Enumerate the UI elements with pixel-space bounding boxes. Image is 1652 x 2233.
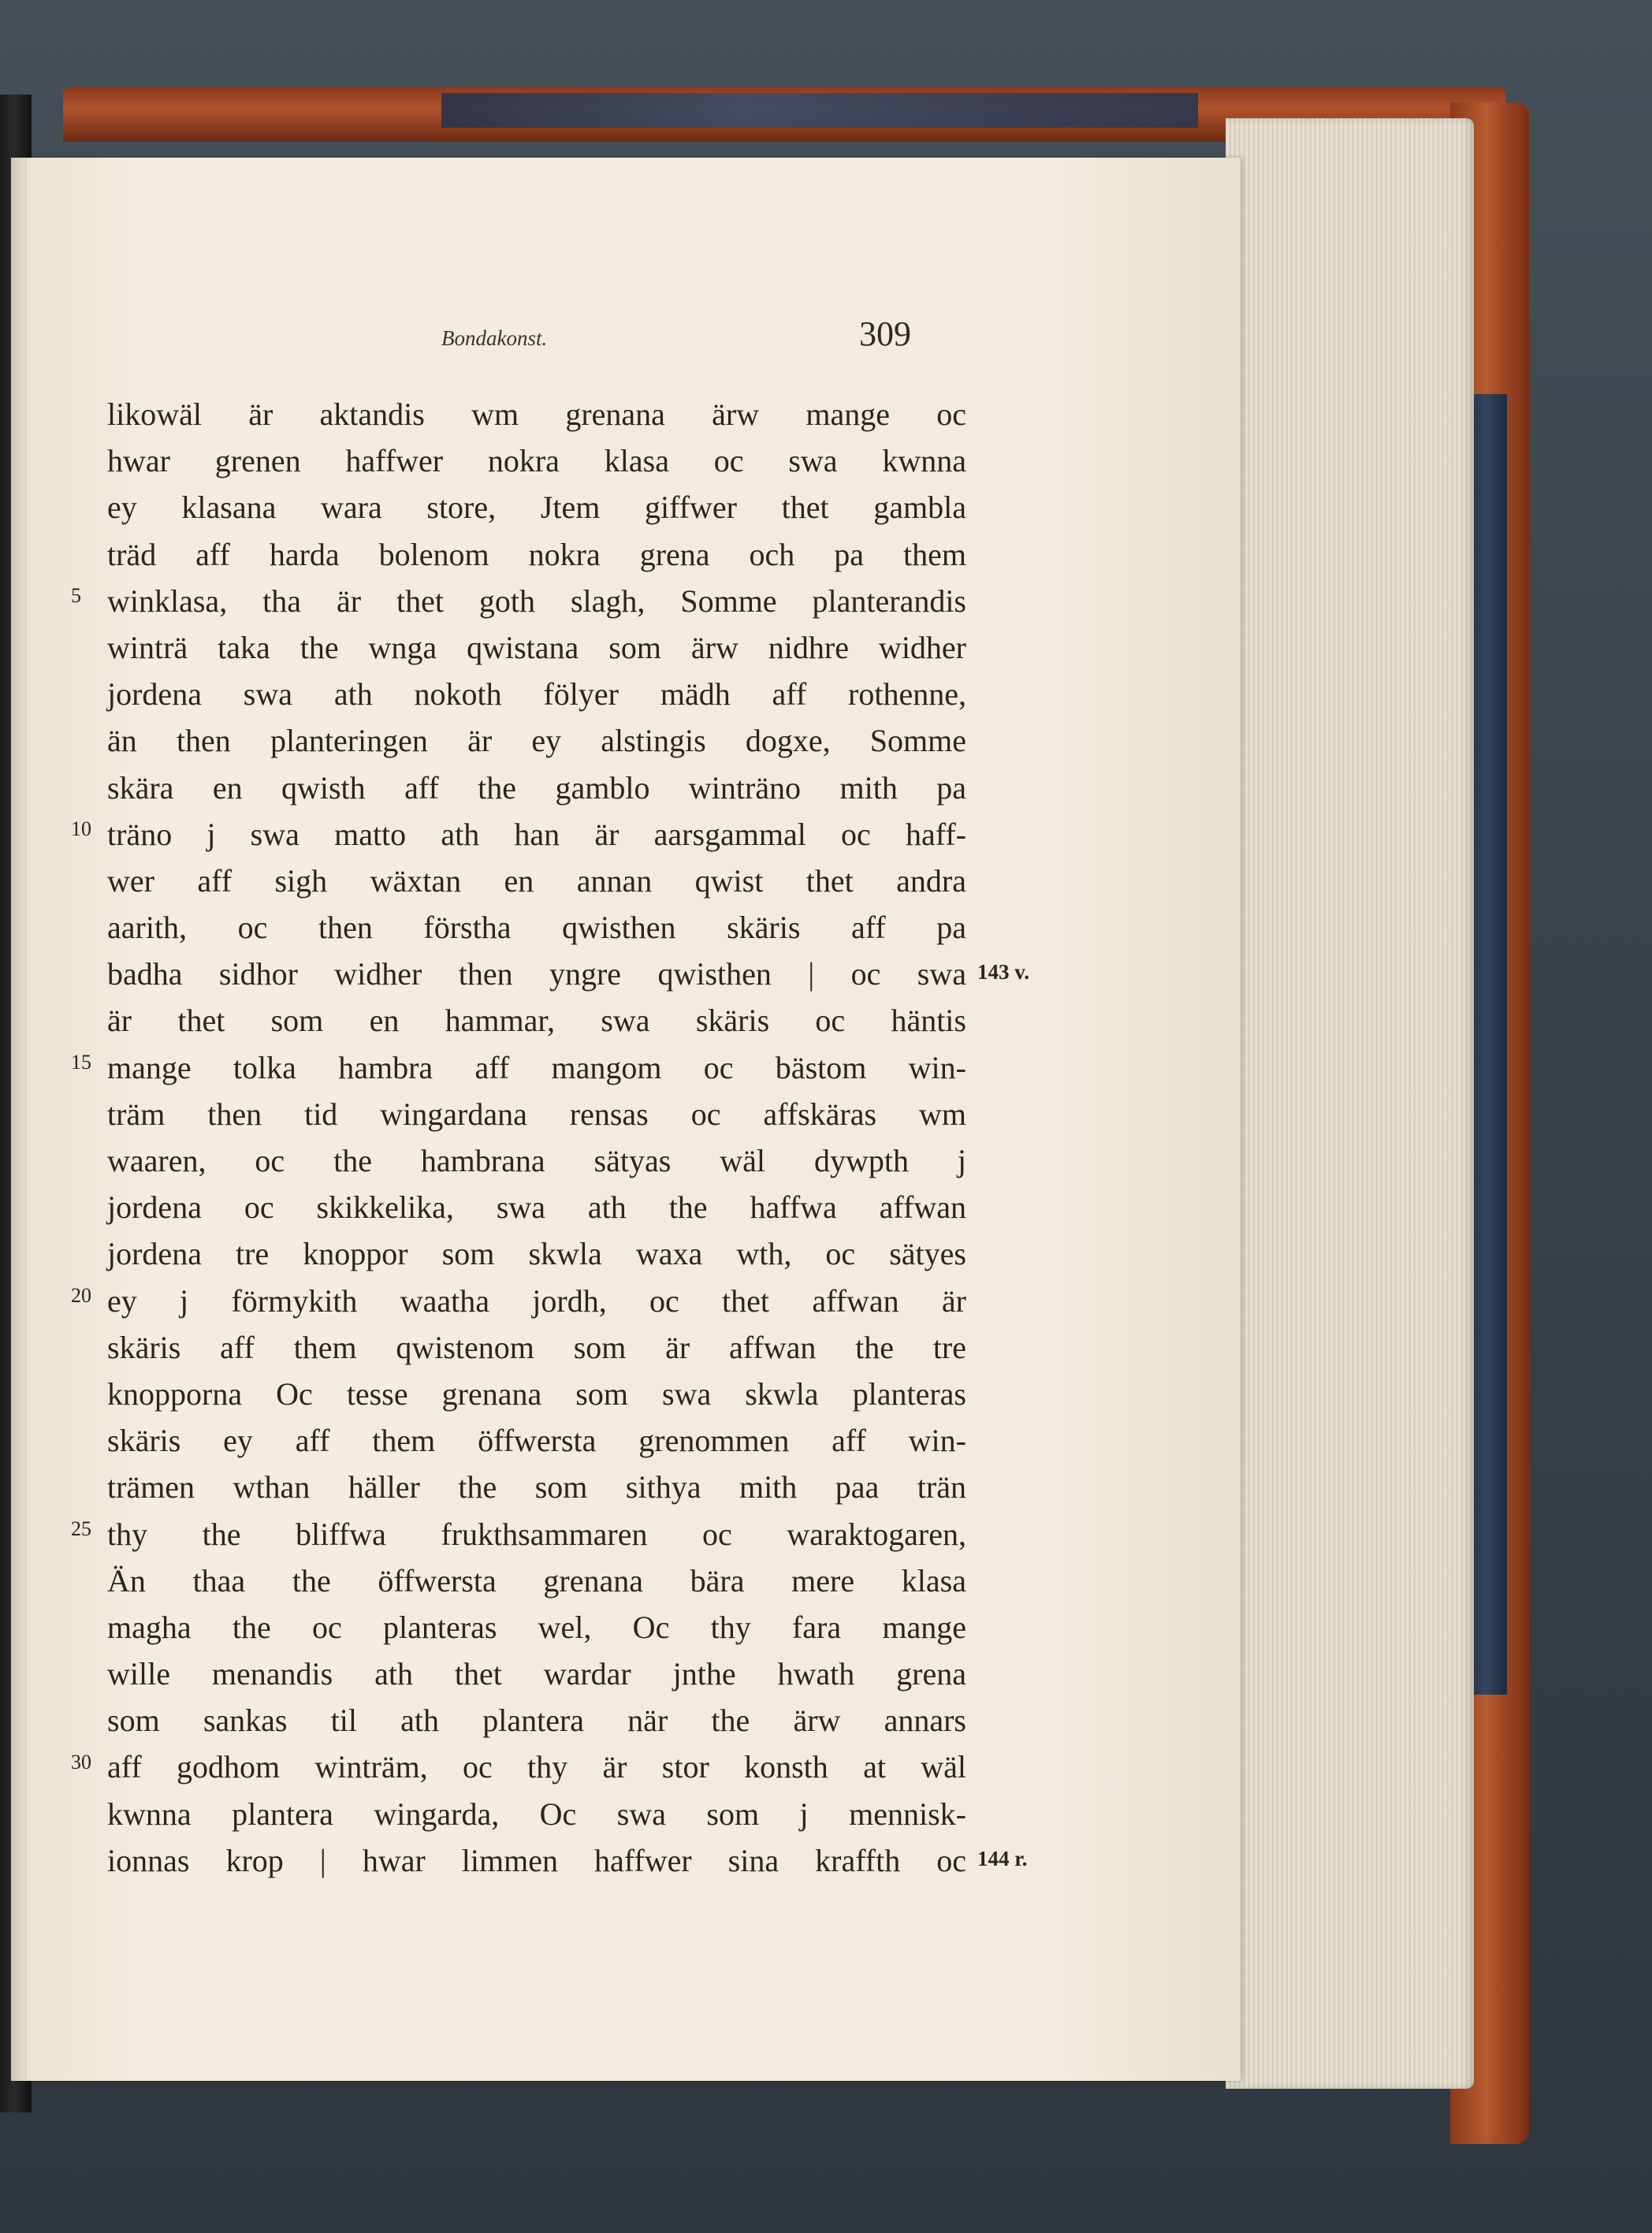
text-line: Än thaa the öffwersta grenana bära mere klasa xyxy=(107,1562,966,1598)
body-text xyxy=(107,391,966,1884)
line-number: 15 xyxy=(71,1050,91,1074)
text-line: ey klasana wara store, Jtem giffwer thet gambla xyxy=(107,489,966,526)
text-line: thy the bliffwa frukthsammaren oc waraktogaren, xyxy=(107,1516,966,1552)
page-number: 309 xyxy=(859,314,911,353)
text-line: wer aff sigh wäxtan en annan qwist thet andra xyxy=(107,862,966,899)
text-line: skäris ey aff them öffwersta grenommen aff win- xyxy=(107,1423,966,1459)
text-line: skäris aff them qwistenom som är affwan the tre xyxy=(107,1329,966,1365)
binding-marbled-band-top xyxy=(441,93,1198,128)
running-title: Bondakonst. xyxy=(441,326,548,350)
text-line: wille menandis ath thet wardar jnthe hwath grena xyxy=(107,1656,966,1692)
page-block-edge xyxy=(1226,118,1474,2089)
text-line: skära en qwisth aff the gamblo winträno mith pa xyxy=(107,769,966,806)
text-line: hwar grenen haffwer nokra klasa oc swa kwnna xyxy=(107,443,966,479)
text-line: magha the oc planteras wel, Oc thy fara mange xyxy=(107,1609,966,1645)
text-line: badha sidhor widher then yngre qwisthen | oc swa xyxy=(107,956,966,992)
text-line: är thet som en hammar, swa skäris oc häntis xyxy=(107,1003,966,1039)
text-line: ionnas krop | hwar limmen haffwer sina kraffth oc xyxy=(107,1842,966,1878)
folio-reference: 143 v. xyxy=(977,960,1030,984)
line-number: 30 xyxy=(71,1750,91,1773)
text-line: som sankas til ath plantera när the ärw annars xyxy=(107,1703,966,1739)
facing-page-sliver xyxy=(11,158,28,2081)
text-line: ey j förmykith waatha jordh, oc thet affwan är xyxy=(107,1282,966,1319)
folio-reference: 144 r. xyxy=(977,1847,1028,1871)
text-line: winträ taka the wnga qwistana som ärw nidhre widher xyxy=(107,629,966,665)
text-line: waaren, oc the hambrana sätyas wäl dywpth j xyxy=(107,1143,966,1178)
text-line: knopporna Oc tesse grenana som swa skwla planteras xyxy=(107,1375,966,1412)
text-line: träm then tid wingardana rensas oc affskäras wm xyxy=(107,1096,966,1132)
text-line: än then planteringen är ey alstingis dogxe, Somme xyxy=(107,723,966,759)
line-number: 5 xyxy=(71,583,81,607)
text-line: mange tolka hambra aff mangom oc bästom win- xyxy=(107,1049,966,1085)
text-line: jordena oc skikkelika, swa ath the haffwa affwan xyxy=(107,1189,966,1226)
text-line: winklasa, tha är thet goth slagh, Somme planterandis xyxy=(107,582,966,619)
text-line: träno j swa matto ath han är aarsgammal oc haff- xyxy=(107,816,966,852)
text-line: likowäl är aktandis wm grenana ärw mange oc xyxy=(107,396,966,432)
line-number: 20 xyxy=(71,1283,91,1307)
text-line: träd aff harda bolenom nokra grena och pa them xyxy=(107,536,966,572)
text-line: jordena tre knoppor som skwla waxa wth, oc sätyes xyxy=(107,1236,966,1272)
text-line: trämen wthan häller the som sithya mith paa trän xyxy=(107,1469,966,1505)
line-number: 25 xyxy=(71,1517,91,1540)
text-line: kwnna plantera wingarda, Oc swa som j mennisk- xyxy=(107,1796,966,1832)
line-number: 10 xyxy=(71,817,91,840)
text-line: aff godhom winträm, oc thy är stor konsth at wäl xyxy=(107,1749,966,1785)
text-line: jordena swa ath nokoth fölyer mädh aff rothenne, xyxy=(107,676,966,713)
text-line: aarith, oc then förstha qwisthen skäris aff pa xyxy=(107,910,966,946)
